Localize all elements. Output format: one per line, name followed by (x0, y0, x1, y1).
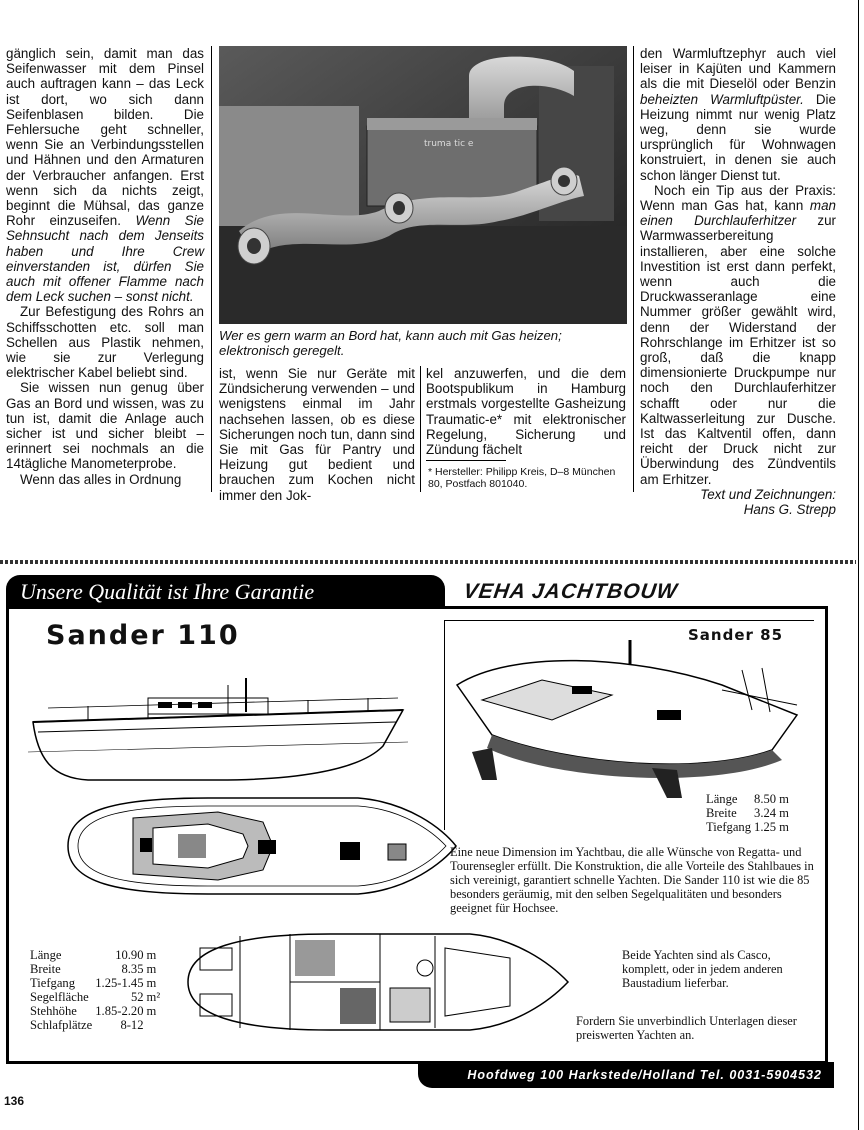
col1-italic-warning: Wenn Sie Sehnsucht nach dem Jenseits haben und Ihre Crew einverstanden ist, dürfen Sie auch mit offener Flamme nach dem Leck suchen – sonst nicht. (6, 213, 204, 305)
sander-110-deck-plan (58, 794, 460, 898)
column-rule-1 (211, 46, 212, 492)
spec110-row: Stehhöhe 1.85-2.20 m (30, 1004, 157, 1018)
spec85-row: Tiefgang 1.25 m (706, 820, 789, 834)
ad-address-bar: Hoofdweg 100 Harkstede/Holland Tel. 0031-5904532 (418, 1062, 834, 1088)
ad-brand: VEHA JACHTBOUW (462, 580, 680, 603)
spec85-row: Breite 3.24 m (706, 806, 789, 820)
ad-inner-divider-h (444, 620, 814, 621)
ad-availability: Beide Yachten sind als Casco, komplett, oder in jedem anderen Baustadium lieferbar. (622, 948, 783, 990)
separator-rule (0, 560, 856, 564)
heater-photo-illustration (219, 46, 627, 324)
col1-paragraph-1: gänglich sein, damit man das Seifenwasser mit dem Pinsel auch auftragen kann – das Leck ist dort, wo sich dann Seifenblasen bilden. Die Fehlersuche geht schneller, wenn Sie an Verbindungsstellen und Hähnen und den Armaturen der Verbraucher anfangen. Erst wenn sich da nichts zeigt, beginnt die Mühsal, das ganze Rohr einzuseifen. (6, 46, 204, 229)
column-rule-3 (633, 46, 634, 492)
ad-description: Eine neue Dimension im Yachtbau, die alle Wünsche von Regatta- und Tourensegler erfüllt. Die Konstruktion, die alle Vorteile des Stahlbaues in sich vereinigt, garantiert schnelle Yachten. Die Sander 110 ist wie die 85 besonders geräumig, mit den selben Segelqualitäten und besonders geeignet für Hochsee. (450, 845, 814, 915)
sander-85-drawing (452, 640, 807, 800)
col1-paragraph-3: Sie wissen nun genug über Gas an Bord und wissen, was zu tun ist, damit die Anlage auch sicher ist und sicher bleibt – erinnert sei nochmals an die 14tägliche Manometerprobe. (6, 380, 204, 472)
article-column-4: den Warmluftzephyr auch viel leiser in Kajüten und Kammern als die mit Dieselöl oder Benzin beheizten Warmluftpüster. Die Heizung nimmt nur wenig Platz weg, denn sie wurde ursprünglich für Wohnwagen konstruiert, in denen sie auch schon länger Dienst tut. Noch ein Tip aus der Praxis: Wenn man Gas hat, kann man einen Durchlauferhitzer zur Warmwasserbereitung installieren, aber eine solche Investition ist erst dann perfekt, wenn auch die Druckwasseranlage eine Nummer größer gewählt wird, denn der Widerstand der Rohrschlange im Erhitzer ist so groß, daß die knapp dimensionierte Druckpumpe nur noch den Durchlauferhitzer schafft oder nur die Kaltwasserleitung zur Dusche. Ist das Kaltventil offen, dann reicht der Druck nicht zur Überwindung des Zündventils am Erhitzer. Text und Zeichnungen: Hans G. Strepp (640, 46, 836, 518)
heater-label: truma tic e (424, 139, 474, 149)
sander-110-side-drawing (28, 660, 413, 785)
col1-paragraph-2: Zur Befestigung des Rohrs an Schiffsschotten etc. soll man Schellen aus Plastik nehmen, wie sie zur Verlegung elektrischer Kabel beliebt sind. (6, 304, 204, 381)
footnote: * Hersteller: Philipp Kreis, D–8 München 80, Postfach 801040. (428, 466, 616, 490)
sander-85-specs (706, 792, 792, 834)
page-number: 136 (4, 1094, 25, 1108)
model-title-sander-110: Sander 110 (46, 620, 240, 651)
article-column-1 (6, 46, 204, 487)
footnote-rule (426, 460, 506, 461)
credit-line-2: Hans G. Strepp (743, 502, 836, 518)
column-rule-2 (420, 366, 421, 492)
spec110-row: Tiefgang 1.25-1.45 m (30, 976, 157, 990)
spec85-row: Länge 8.50 m (706, 792, 789, 806)
photo-caption: Wer es gern warm an Bord hat, kann auch mit Gas heizen; elektronisch geregelt. (219, 328, 562, 358)
page-edge-rule (858, 0, 859, 1130)
heater-photo (219, 46, 627, 324)
spec110-row: Schlafplätze 8-12 (30, 1018, 144, 1032)
article-column-2: ist, wenn Sie nur Geräte mit Zündsicherung verwenden – und wenigstens einmal im Jahr nachsehen lassen, ob es diese Sicherungen noch tun, dann sind Sie mit Gas für Pantry und Heizung gut bedient und brauchen zum Kochen nicht immer den Jok- (219, 366, 415, 503)
sander-110-interior-plan (180, 928, 575, 1036)
spec110-row: Segelfläche 52 m² (30, 990, 161, 1004)
ad-call-to-action: Fordern Sie unverbindlich Unterlagen dieser preiswerten Yachten an. (576, 1014, 797, 1042)
model-title-sander-85: Sander 85 (688, 626, 784, 644)
col1-paragraph-4: Wenn das alles in Ordnung (20, 471, 182, 487)
spec110-row: Breite 8.35 m (30, 962, 157, 976)
sander-110-specs (30, 948, 163, 1032)
article-column-3: kel anzuwerfen, und die dem Bootspublikum in Hamburg erstmals vorgestellte Gasheizung Traumatic-e* mit elektronischer Regelung, Sicherung und Zündung fächelt (426, 366, 626, 458)
ad-banner: Unsere Qualität ist Ihre Garantie (6, 575, 445, 609)
credit-line-1: Text und Zeichnungen: (700, 486, 836, 502)
spec110-row: Länge 10.90 m (30, 948, 157, 962)
